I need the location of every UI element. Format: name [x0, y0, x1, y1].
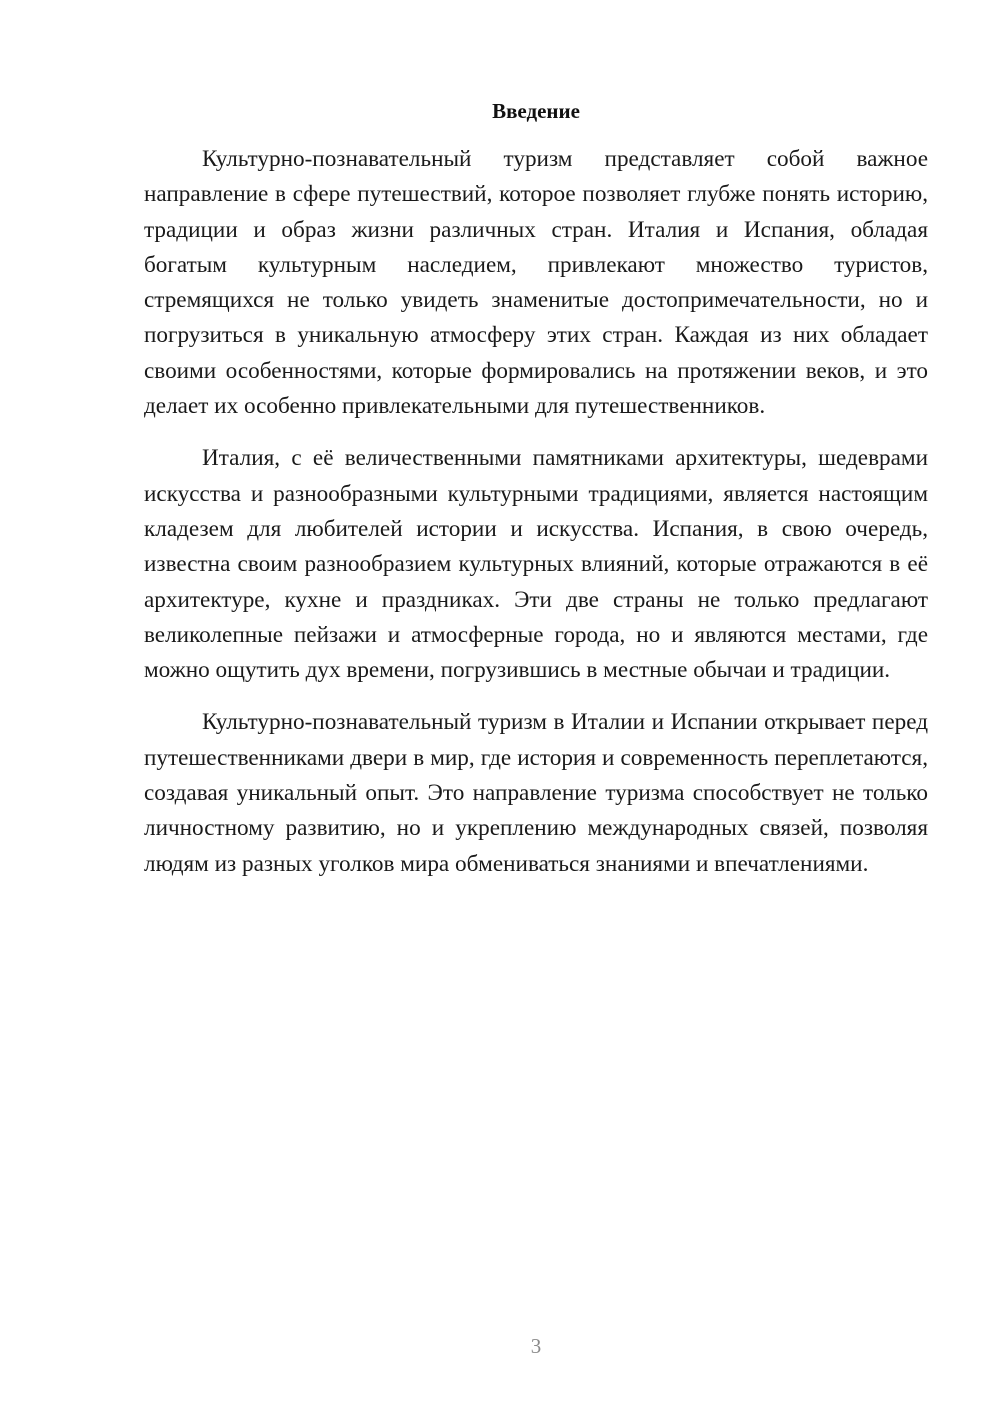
paragraph-3: Культурно-познавательный туризм в Италии и Испании открывает перед путешественниками двери в мир, где история и современность переплетаются, создавая уникальный опыт. Это направление туризма способствует не только личностному развитию, но и укреплению международных связей, позволяя людям из разных уголков мира обмениваться знаниями и впечатлениями.: [144, 709, 928, 877]
body-text: [144, 142, 928, 899]
section-heading: Введение: [492, 99, 580, 123]
paragraph-1: Культурно-познавательный туризм представляет собой важное направление в сфере путешествий, которое позволяет глубже понять историю, традиции и образ жизни различных стран. Италия и Испания, обладая богатым культурным наследием, привлекают множество туристов, стремящихся не только увидеть знаменитые достопримечательности, но и погрузиться в уникальную атмосферу этих стран. Каждая из них обладает своими особенностями, которые формировались на протяжении веков, и это делает их особенно привлекательными для путешественников.: [144, 146, 928, 420]
paragraph-2: Италия, с её величественными памятниками архитектуры, шедеврами искусства и разнообразными культурными традициями, является настоящим кладезем для любителей истории и искусства. Испания, в свою очередь, известна своим разнообразием культурных влияний, которые отражаются в её архитектуре, кухне и праздниках. Эти две страны не только предлагают великолепные пейзажи и атмосферные города, но и являются местами, где можно ощутить дух времени, погрузившись в местные обычаи и традиции.: [144, 445, 928, 684]
page-number: 3: [530, 1334, 542, 1358]
